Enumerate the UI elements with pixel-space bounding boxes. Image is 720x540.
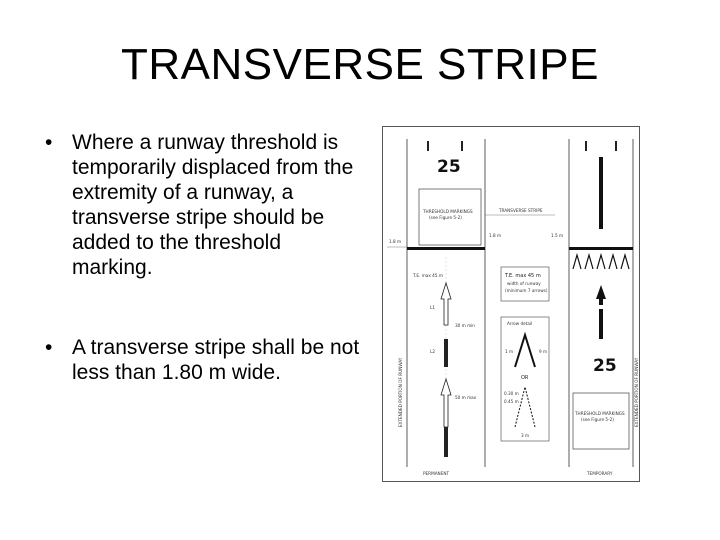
runway-marking-diagram [382, 126, 640, 482]
threshold-bar [427, 141, 429, 151]
arrow-marking [441, 283, 451, 325]
transverse-stripe [569, 247, 633, 250]
dimension-label: 9 m [539, 349, 548, 354]
dimension-label: L1 [430, 305, 435, 310]
centerline-segment [444, 427, 448, 457]
transverse-stripe [407, 247, 485, 250]
bullet-list [40, 130, 360, 385]
centerline-segment [599, 309, 603, 339]
runway-designator: 25 [593, 356, 617, 376]
runway-designator: 25 [437, 157, 461, 177]
dimension-label: 1 m [505, 349, 514, 354]
threshold-markings-sublabel: (see Figure 5-2) [581, 417, 614, 422]
temporary-label: TEMPORARY [587, 471, 613, 476]
te-label: T.E. max 45 m [505, 273, 541, 279]
permanent-runway-diagram [387, 139, 485, 476]
dimension-label: 50 m max [455, 395, 477, 400]
threshold-markings-sublabel: (see Figure 5-2) [429, 215, 462, 220]
dimension-label: 30 m min [455, 323, 475, 328]
chevron-marking [585, 255, 593, 269]
transverse-stripe-label: TRANSVERSE STRIPE [499, 208, 543, 213]
arrow-marking [596, 285, 606, 305]
bullet-item [40, 335, 360, 385]
dimension-label: 1.5 m [551, 233, 564, 238]
dimension-label: 1.8 m [389, 239, 402, 244]
side-label: EXTENDED PORTION OF RUNWAY [634, 357, 639, 427]
bullet-marker: • [45, 131, 53, 154]
dimension-label: 0.30 m [504, 391, 519, 396]
side-label: EXTENDED PORTION OF RUNWAY [398, 357, 403, 427]
threshold-markings-label: THRESHOLD MARKINGS [423, 209, 473, 214]
chevron-marking [597, 255, 605, 269]
dimension-label: 1.8 m [489, 233, 502, 238]
slide-title: TRANSVERSE STRIPE [121, 40, 599, 89]
threshold-bar [615, 141, 617, 151]
dimension-label: T.E. max 45 m [413, 273, 443, 278]
threshold-bar [461, 141, 463, 151]
arrow-marking [441, 379, 451, 427]
or-label: OR [521, 375, 529, 381]
te-sublabel: (minimum 7 arrows) [505, 288, 548, 293]
bullet-text: A transverse stripe shall be not less than 1.80 m wide. [72, 336, 360, 384]
dimension-label: L2 [430, 349, 435, 354]
chevron-marking [609, 255, 617, 269]
centerline-segment [599, 157, 603, 229]
threshold-bar [585, 141, 587, 151]
arrow-detail-label: Arrow detail [507, 321, 533, 326]
bullet-item [40, 130, 360, 280]
chevron-marking [573, 255, 581, 269]
centerline-segment [444, 339, 448, 367]
chevron-marking [621, 255, 629, 269]
bullet-marker: • [45, 336, 53, 359]
arrow-detail-diagram [485, 208, 563, 441]
temporary-runway-diagram [569, 139, 639, 476]
permanent-label: PERMANENT [423, 471, 450, 476]
dimension-label: 0.45 m [504, 399, 519, 404]
bullet-text: Where a runway threshold is temporarily displaced from the extremity of a runway, a transverse stripe should be added to the threshold marking. [72, 131, 354, 279]
threshold-markings-label: THRESHOLD MARKINGS [575, 411, 625, 416]
te-sublabel: width of runway [507, 281, 541, 286]
dimension-label: 3 m [521, 433, 530, 438]
